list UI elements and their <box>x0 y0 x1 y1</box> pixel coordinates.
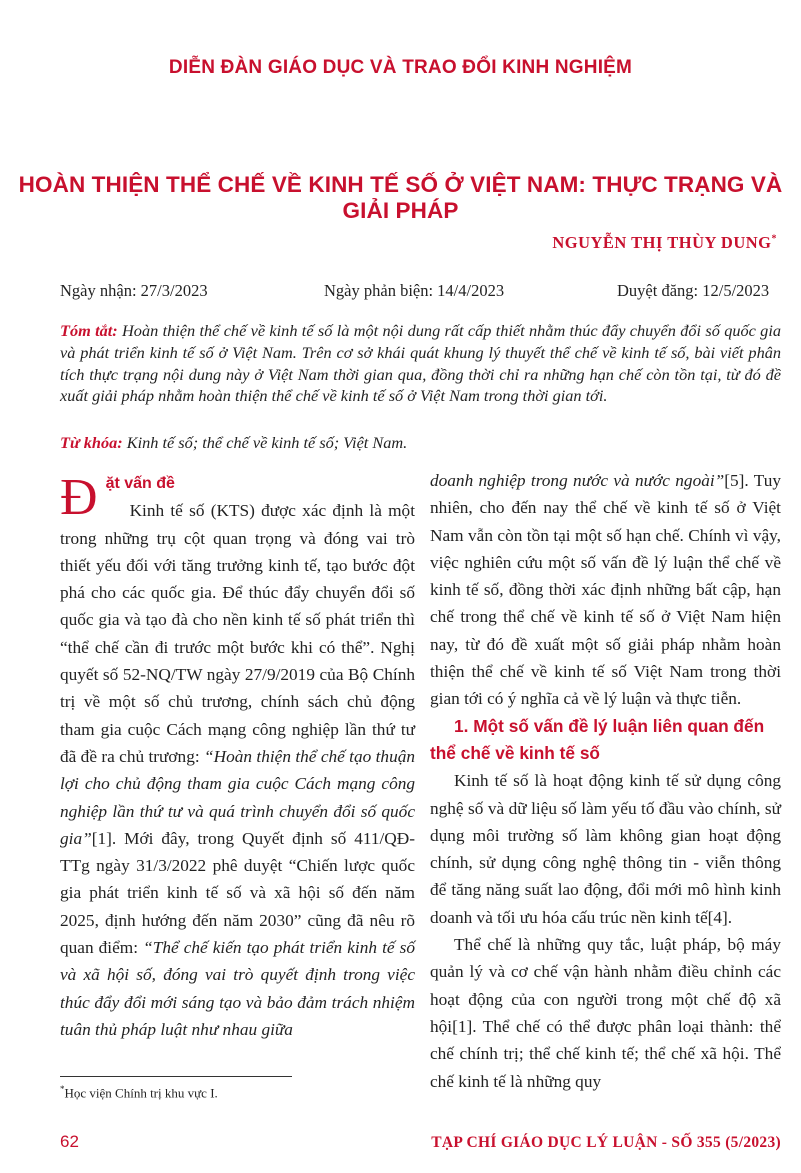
article-title: HOÀN THIỆN THỂ CHẾ VỀ KINH TẾ SỐ Ở VIỆT NAM: THỰC TRẠNG VÀ GIẢI PHÁP <box>18 172 783 223</box>
intro-quote-2-end: doanh nghiệp trong nước và nước ngoài” <box>430 471 725 490</box>
right-paragraph-1 <box>430 467 781 713</box>
intro-quote-1: “Hoàn thiện thể chế tạo thuận lợi cho chủ động tham gia cuộc Cách mạng công nghiệp lần thứ tư và quá trình chuyển đổi số quốc gia” <box>60 746 415 848</box>
footnote-mark: * <box>60 1084 65 1094</box>
keywords-text: Kinh tế số; thể chế về kinh tế số; Việt Nam. <box>122 433 408 452</box>
abstract <box>60 320 781 407</box>
date-received: Ngày nhận: 27/3/2023 <box>60 281 208 300</box>
intro-text-1: Kinh tế số (KTS) được xác định là một trong những trụ cột quan trọng và đóng vai trò thiết yếu đối với tăng trưởng kinh tế, tạo bước đột phá cho các quốc gia. Để thúc đẩy chuyển đổi số quốc gia và tạo đà cho nền kinh tế số phát triển thì “thể chế cần đi trước một bước khi có thể”. Nghị quyết số 52-NQ/TW ngày 27/9/2019 của Bộ Chính trị về một số chủ trương, chính sách chủ động tham gia cuộc Cách mạng công nghiệp lần thứ tư đã đề ra chủ trương: <box>60 501 415 766</box>
section-header: DIỄN ĐÀN GIÁO DỤC VÀ TRAO ĐỔI KINH NGHIỆM <box>168 57 633 78</box>
right-column <box>430 467 781 1095</box>
keywords-label: Từ khóa: <box>60 433 123 452</box>
intro-heading: ặt vấn đề <box>105 475 175 492</box>
abstract-text: Hoàn thiện thể chế về kinh tế số là một nội dung rất cấp thiết nhằm thúc đẩy chuyển đổi số quốc gia và phát triển kinh tế số ở Việt Nam. Trên cơ sở khái quát khung lý thuyết thể chế về kinh tế số, bài viết phân tích thực trạng nội dung này ở Việt Nam thời gian qua, đồng thời chỉ ra những hạn chế còn tồn tại, từ đó đề xuất giải pháp nhằm hoàn thiện thể chế về kinh tế số ở Việt Nam trong thời gian tới. <box>60 321 781 406</box>
intro-paragraph <box>60 497 415 1043</box>
section-1-heading: 1. Một số vấn đề lý luận liên quan đến thể chế về kinh tế số <box>430 715 765 763</box>
footnote-divider <box>60 1076 292 1077</box>
keywords <box>60 433 781 453</box>
author <box>552 233 777 253</box>
date-reviewed: Ngày phản biện: 14/4/2023 <box>324 281 505 300</box>
author-name: NGUYỄN THỊ THÙY DUNG <box>552 233 772 252</box>
intro-dropcap: Đ <box>60 469 98 526</box>
intro-quote-2: “Thể chế kiến tạo phát triển kinh tế số và xã hội số, đóng vai trò quyết định trong việc thúc đẩy đổi mới sáng tạo và bảo đảm trách nhiệm tuân thủ pháp luật như nhau giữa <box>60 938 415 1039</box>
right-paragraph-2: Kinh tế số là hoạt động kinh tế sử dụng công nghệ số và dữ liệu số làm yếu tố đầu vào chính, sử dụng môi trường số làm không gian hoạt động chính, sử dụng công nghệ thông tin - viễn thông để tăng năng suất lao động, đổi mới mô hình kinh doanh và tối ưu hóa cấu trúc nền kinh tế[4]. <box>430 771 781 927</box>
right-paragraph-3: Thể chế là những quy tắc, luật pháp, bộ máy quản lý và cơ chế vận hành nhằm điều chỉnh các hoạt động của con người trong một chế độ xã hội[1]. Thể chế có thể được phân loại thành: thể chế chính trị; thể chế kinh tế; thể chế xã hội. Thể chế kinh tế là những quy <box>430 935 781 1091</box>
footnote-text: Học viện Chính trị khu vực I. <box>64 1085 218 1101</box>
intro-text-2: [1]. Mới đây, trong Quyết định số 411/QĐ-TTg ngày 31/3/2022 phê duyệt “Chiến lược quốc gia phát triển kinh tế số và xã hội số đến năm 2025, định hướng đến năm 2030” cũng đã nêu rõ quan điểm: <box>60 828 415 958</box>
page-number: 62 <box>60 1132 79 1151</box>
date-approved: Duyệt đăng: 12/5/2023 <box>617 281 770 300</box>
abstract-label: Tóm tắt: <box>60 321 118 340</box>
journal-name: TẠP CHÍ GIÁO DỤC LÝ LUẬN - SỐ 355 (5/2023) <box>431 1134 781 1151</box>
author-footnote-mark: * <box>771 233 777 245</box>
left-column <box>60 470 415 1043</box>
right-text-1: [5]. Tuy nhiên, cho đến nay thể chế về kinh tế số ở Việt Nam vẫn còn tồn tại một số hạn chế. Chính vì vậy, việc nghiên cứu một số vấn đề lý luận thể chế về kinh tế số, đồng thời xác định những bất cập, hạn chế trong thể chế về kinh tế số ở Việt Nam hiện nay, từ đó đề xuất một số giải pháp nhằm hoàn thiện thể chế về kinh tế số Việt Nam trong thời gian tới có ý nghĩa cả về lý luận và thực tiễn. <box>430 471 781 709</box>
footnote <box>60 1084 218 1101</box>
